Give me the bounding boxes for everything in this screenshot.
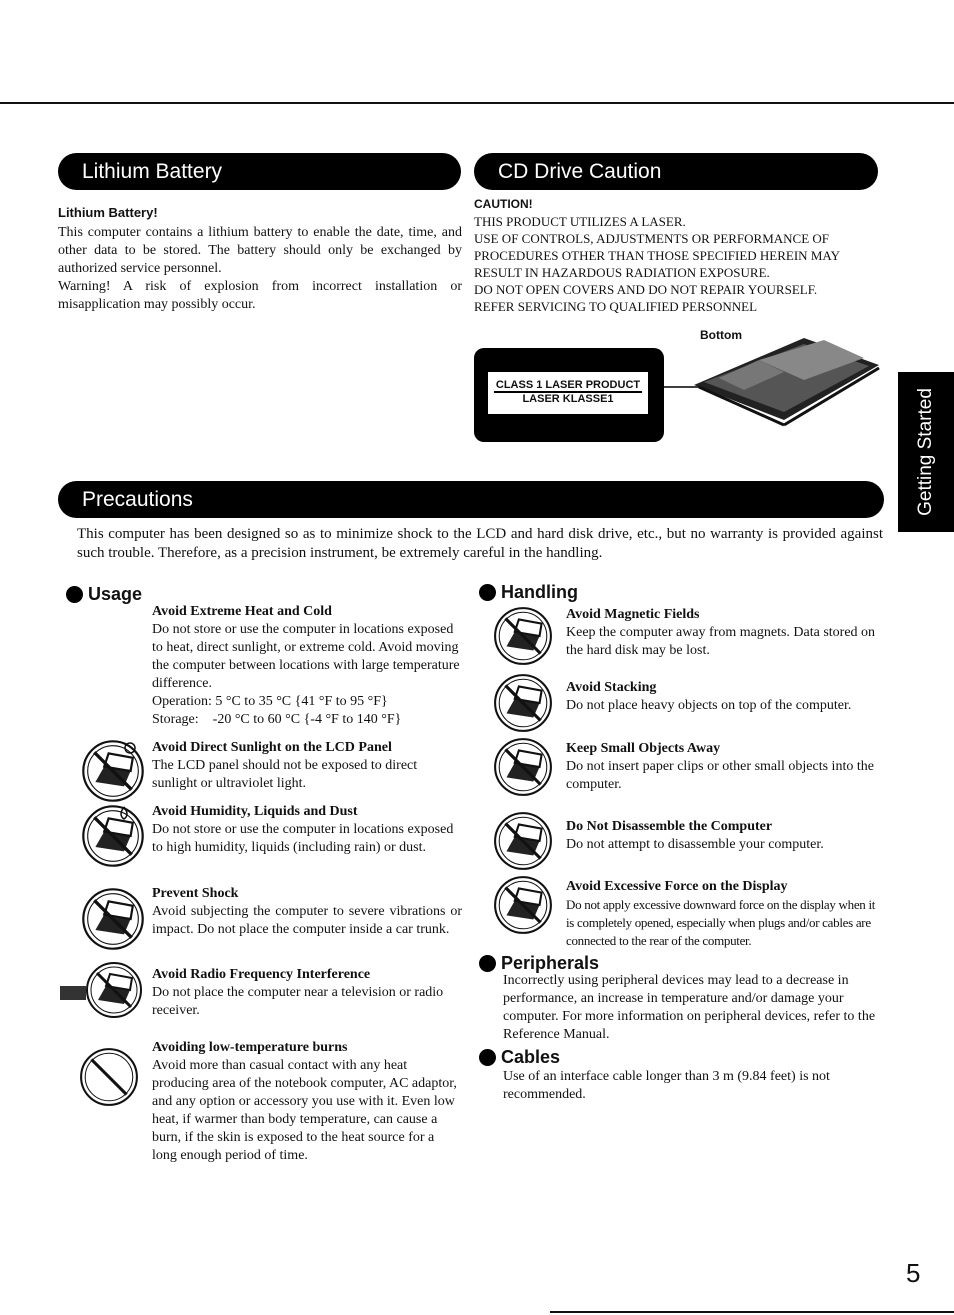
peripherals-title bbox=[479, 953, 599, 974]
caution-line: DO NOT OPEN COVERS AND DO NOT REPAIR YOURSELF. bbox=[474, 282, 818, 297]
operation-value: 5 °C to 35 °C {41 °F to 95 °F} bbox=[215, 694, 388, 709]
caution-label: CAUTION! bbox=[474, 197, 533, 211]
peripherals-title-text: Peripherals bbox=[501, 953, 600, 973]
handling-title bbox=[479, 582, 578, 603]
handling-item-magnetic bbox=[566, 606, 886, 660]
usage-heat bbox=[152, 603, 462, 729]
storage-label: Storage: bbox=[152, 712, 199, 727]
page-number: 5 bbox=[906, 1258, 921, 1288]
usage-item-title: Avoiding low-temperature burns bbox=[152, 1040, 348, 1055]
usage-item-humidity bbox=[152, 803, 462, 857]
storage-value: -20 °C to 60 °C {-4 °F to 140 °F} bbox=[212, 712, 402, 727]
no-stacking-icon bbox=[492, 672, 554, 734]
lithium-battery-header: Lithium Battery bbox=[58, 153, 461, 190]
usage-item-title: Avoid Humidity, Liquids and Dust bbox=[152, 804, 358, 819]
lithium-subheading: Lithium Battery! bbox=[58, 205, 158, 220]
no-liquids-icon bbox=[80, 803, 146, 869]
usage-title-text: Usage bbox=[88, 584, 143, 604]
no-disassemble-icon bbox=[492, 810, 554, 872]
lithium-paragraph: This computer contains a lithium battery to enable the date, time, and other data to be stored. The battery should only be exchanged by authorized service personnel. bbox=[58, 225, 462, 276]
usage-item-text: Avoid more than casual contact with any heat producing area of the notebook computer, AC adaptor, and any option or accessory you use with it. Even low heat, if warmer than body temperature, can cause a burn, if the skin is exposed to the heat source for a long enough period of time. bbox=[152, 1058, 457, 1163]
handling-item-title: Avoid Magnetic Fields bbox=[566, 607, 700, 622]
usage-item-title: Avoid Radio Frequency Interference bbox=[152, 967, 371, 982]
no-magnet-icon bbox=[492, 605, 554, 667]
operation-label: Operation: bbox=[152, 694, 212, 709]
handling-item-text: Do not insert paper clips or other small objects into the computer. bbox=[566, 759, 874, 792]
usage-heat-text: Do not store or use the computer in locations exposed to heat, direct sunlight, or extreme cold. Avoid moving the computer between locations with large temperature difference. bbox=[152, 622, 460, 691]
cd-drive-caution-header: CD Drive Caution bbox=[474, 153, 878, 190]
caution-line: THIS PRODUCT UTILIZES A LASER. bbox=[474, 214, 686, 229]
top-rule bbox=[0, 102, 954, 104]
lithium-warning: Warning! A risk of explosion from incorrect installation or misapplication may possibly occur. bbox=[58, 279, 462, 312]
usage-heat-title: Avoid Extreme Heat and Cold bbox=[152, 604, 332, 619]
no-force-icon bbox=[492, 874, 554, 936]
usage-item-title: Prevent Shock bbox=[152, 886, 239, 901]
precautions-intro: This computer has been designed so as to minimize shock to the LCD and hard disk drive, etc., but no warranty is provided against such trouble. Therefore, as a precision instrument, be extremely careful in the handling. bbox=[77, 526, 883, 561]
usage-item-text: Do not place the computer near a television or radio receiver. bbox=[152, 985, 444, 1018]
getting-started-tab-label: Getting Started bbox=[915, 388, 936, 516]
laser-label-frame bbox=[474, 348, 664, 442]
handling-item-title: Avoid Stacking bbox=[566, 680, 657, 695]
handling-item-disassemble bbox=[566, 818, 886, 854]
handling-item-stacking bbox=[566, 679, 886, 715]
caution-line: REFER SERVICING TO QUALIFIED PERSONNEL bbox=[474, 299, 758, 314]
getting-started-tab[interactable] bbox=[898, 372, 954, 532]
bullet-icon bbox=[479, 955, 496, 972]
bottom-label: Bottom bbox=[700, 328, 742, 342]
usage-item-sunlight bbox=[152, 739, 462, 793]
usage-item-radio bbox=[152, 966, 462, 1020]
usage-item-text: Avoid subjecting the computer to severe vibrations or impact. Do not place the computer inside a car trunk. bbox=[152, 904, 462, 937]
handling-item-text: Do not attempt to disassemble your computer. bbox=[566, 837, 824, 852]
usage-item-text: Do not store or use the computer in locations exposed to high humidity, liquids (including rain) or dust. bbox=[152, 822, 454, 855]
bullet-icon bbox=[479, 584, 496, 601]
no-sunlight-icon bbox=[80, 738, 146, 804]
bullet-icon bbox=[479, 1049, 496, 1066]
peripherals-text: Incorrectly using peripheral devices may lead to a decrease in performance, an increase in temperature and/or damage your computer. For more information on peripheral devices, refer to the Reference Manual. bbox=[503, 973, 876, 1042]
caution-text bbox=[474, 213, 884, 315]
cables-title bbox=[479, 1047, 560, 1068]
usage-item-burns bbox=[152, 1039, 462, 1165]
handling-item-text: Keep the computer away from magnets. Data stored on the hard disk may be lost. bbox=[566, 625, 876, 658]
laptop-bottom-illustration bbox=[664, 330, 884, 430]
laser-label bbox=[488, 372, 648, 414]
cables-title-text: Cables bbox=[501, 1047, 561, 1067]
caution-line: USE OF CONTROLS, ADJUSTMENTS OR PERFORMANCE OF PROCEDURES OTHER THAN THOSE SPECIFIED HEREIN MAY RESULT IN HAZARDOUS RADIATION EXPOSURE. bbox=[474, 231, 840, 280]
handling-item-title: Do Not Disassemble the Computer bbox=[566, 819, 773, 834]
usage-item-text: The LCD panel should not be exposed to direct sunlight or ultraviolet light. bbox=[152, 758, 418, 791]
precautions-header: Precautions bbox=[58, 481, 884, 518]
handling-title-text: Handling bbox=[501, 582, 578, 602]
handling-item-small-objects bbox=[566, 740, 886, 794]
handling-item-title: Avoid Excessive Force on the Display bbox=[566, 879, 788, 894]
cables-text: Use of an interface cable longer than 3 m (9.84 feet) is not recommended. bbox=[503, 1069, 830, 1102]
bottom-rule bbox=[550, 1311, 954, 1313]
usage-item-title: Avoid Direct Sunlight on the LCD Panel bbox=[152, 740, 392, 755]
operation-row bbox=[152, 693, 462, 711]
lithium-text bbox=[58, 224, 462, 314]
handling-item-title: Keep Small Objects Away bbox=[566, 741, 721, 756]
prohibition-icon bbox=[78, 1046, 140, 1108]
usage-item-shock bbox=[152, 885, 462, 939]
no-radio-interference-icon bbox=[60, 960, 150, 1026]
handling-item-text: Do not place heavy objects on top of the computer. bbox=[566, 698, 852, 713]
bullet-icon bbox=[66, 586, 83, 603]
laser-label-line2: LASER KLASSE1 bbox=[522, 393, 614, 405]
no-small-objects-icon bbox=[492, 736, 554, 798]
handling-item-force bbox=[566, 878, 886, 950]
handling-item-text: Do not apply excessive downward force on the display when it is completely opened, especially when plugs and/or cables are connected to the rear of the computer. bbox=[566, 897, 876, 948]
storage-row bbox=[152, 711, 462, 729]
no-shock-icon bbox=[80, 886, 146, 952]
usage-title bbox=[66, 584, 142, 605]
laser-label-line1: CLASS 1 LASER PRODUCT bbox=[495, 379, 641, 391]
